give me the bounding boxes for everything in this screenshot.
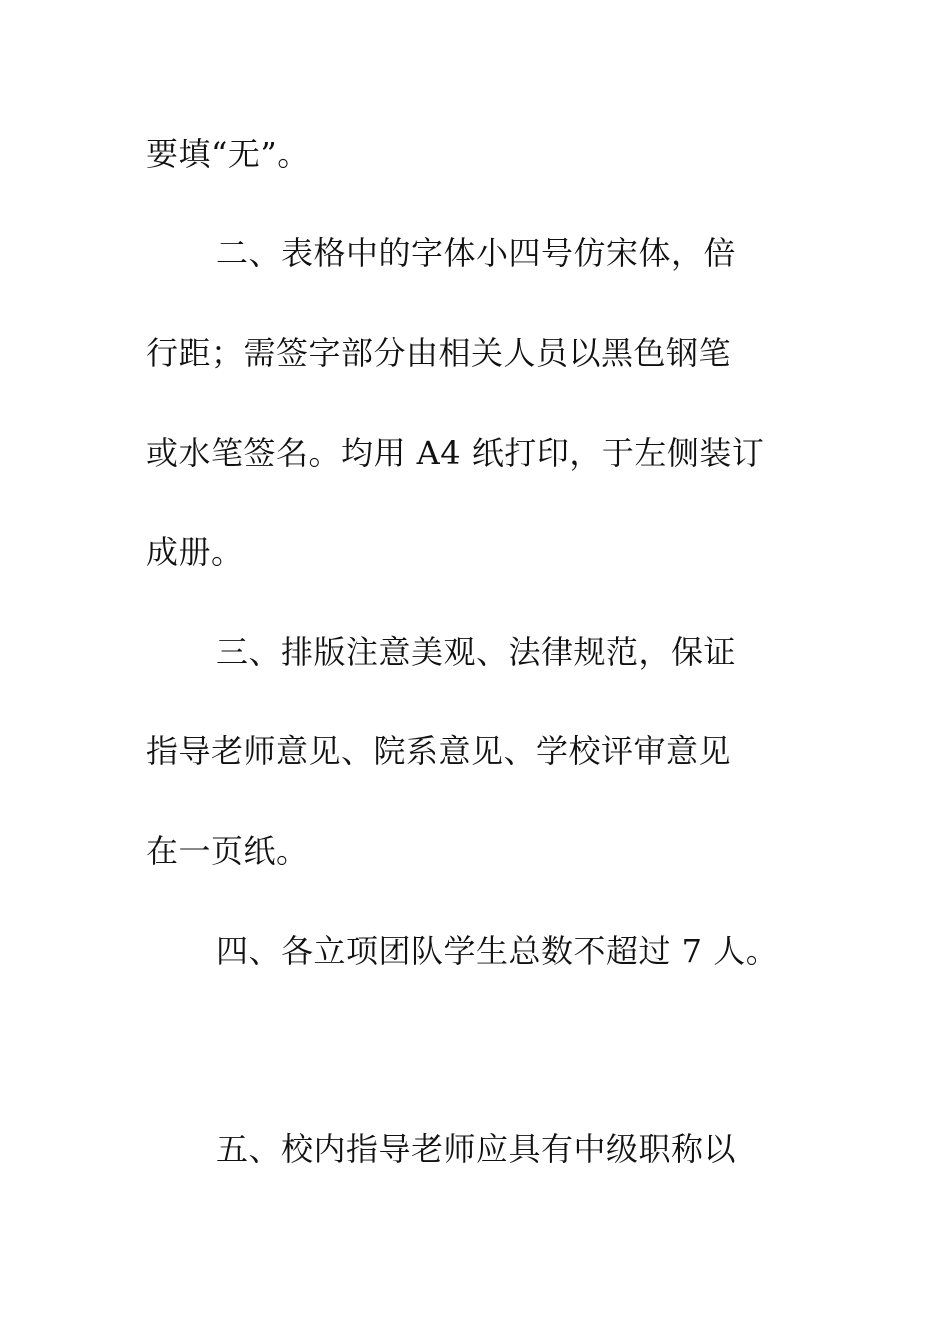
paragraph-five-start: 五、校内指导老师应具有中级职称以 (216, 1130, 737, 1168)
paragraph-four: 四、各立项团队学生总数不超过 7 人。 (216, 932, 779, 970)
text-line: 行距；需签字部分由相关人员以黑色钢笔 (146, 334, 732, 372)
paragraph-three-start: 三、排版注意美观、法律规范，保证 (216, 633, 737, 671)
text-line: 成册。 (146, 533, 244, 571)
paragraph-two-start: 二、表格中的字体小四号仿宋体，倍 (216, 234, 737, 272)
text-line: 在一页纸。 (146, 832, 309, 870)
text-line: 要填“无”。 (146, 135, 310, 173)
text-line: 指导老师意见、院系意见、学校评审意见 (146, 732, 732, 770)
text-line: 或水笔签名。均用 A4 纸打印，于左侧装订 (146, 434, 765, 472)
